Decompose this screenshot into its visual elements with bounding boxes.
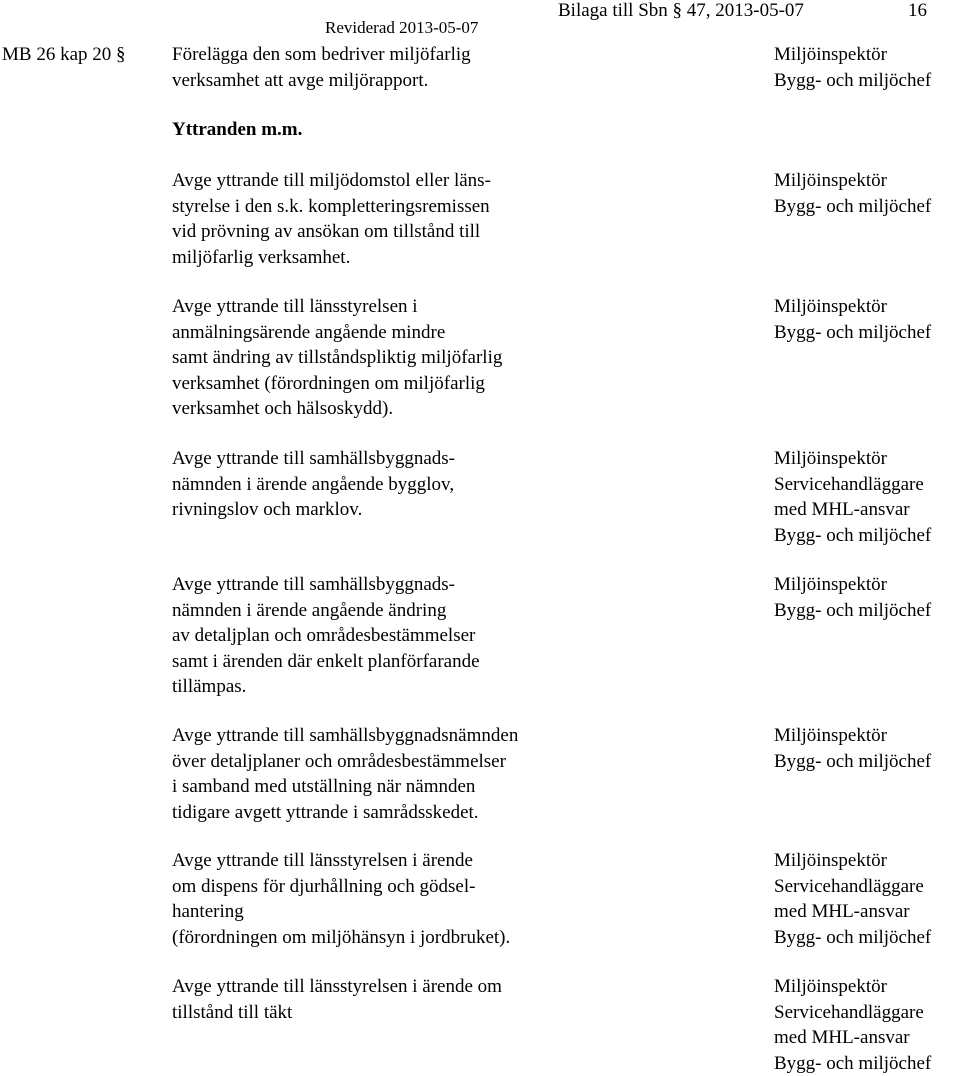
role-label: Miljöinspektör [774,294,931,320]
item-line: Avge yttrande till samhällsbyggnadsnämnden [172,723,518,749]
section-reference: MB 26 kap 20 § [2,42,126,68]
role-label: Miljöinspektör [774,572,931,598]
item-line: Avge yttrande till samhällsbyggnads- [172,572,480,598]
item-line: tillstånd till täkt [172,1000,502,1026]
intro-line: verksamhet att avge miljörapport. [172,68,471,94]
item-line: anmälningsärende angående mindre [172,320,502,346]
delegation-item-text [172,572,480,700]
item-line: nämnden i ärende angående ändring [172,598,480,624]
delegation-item-text [172,294,502,422]
item-line: Avge yttrande till miljödomstol eller läns- [172,168,491,194]
item-line: miljöfarlig verksamhet. [172,245,491,271]
item-line: om dispens för djurhållning och gödsel- [172,874,510,900]
delegation-item-roles [774,294,931,345]
role-label: Miljöinspektör [774,723,931,749]
intro-text [172,42,471,93]
role-label: med MHL-ansvar [774,1025,931,1051]
role-label: Bygg- och miljöchef [774,194,931,220]
item-line: tidigare avgett yttrande i samrådsskedet. [172,800,518,826]
role-label: Servicehandläggare [774,874,931,900]
delegation-item-text [172,723,518,825]
delegation-item-text [172,168,491,270]
role-label: Bygg- och miljöchef [774,749,931,775]
item-line: Avge yttrande till länsstyrelsen i ärende [172,848,510,874]
item-line: vid prövning av ansökan om tillstånd till [172,219,491,245]
role-label: Bygg- och miljöchef [774,320,931,346]
revised-date: Reviderad 2013-05-07 [325,18,478,38]
item-line: Avge yttrande till länsstyrelsen i ärende om [172,974,502,1000]
role-label: Bygg- och miljöchef [774,598,931,624]
item-line: samt ändring av tillståndspliktig miljöfarlig [172,345,502,371]
item-line: styrelse i den s.k. kompletteringsremissen [172,194,491,220]
delegation-item-text [172,446,455,523]
delegation-item-roles [774,572,931,623]
page-number: 16 [908,0,927,22]
intro-roles [774,42,931,93]
role-label: Bygg- och miljöchef [774,68,931,94]
attachment-reference: Bilaga till Sbn § 47, 2013-05-07 [558,0,804,22]
role-label: Miljöinspektör [774,974,931,1000]
item-line: verksamhet och hälsoskydd). [172,396,502,422]
role-label: Miljöinspektör [774,848,931,874]
role-label: Bygg- och miljöchef [774,1051,931,1076]
item-line: (förordningen om miljöhänsyn i jordbruket). [172,925,510,951]
role-label: Miljöinspektör [774,446,931,472]
role-label: Bygg- och miljöchef [774,925,931,951]
role-label: Servicehandläggare [774,472,931,498]
item-line: Avge yttrande till samhällsbyggnads- [172,446,455,472]
delegation-item-text [172,848,510,950]
item-line: hantering [172,899,510,925]
delegation-item-text [172,974,502,1025]
intro-line: Förelägga den som bedriver miljöfarlig [172,42,471,68]
item-line: Avge yttrande till länsstyrelsen i [172,294,502,320]
role-label: Bygg- och miljöchef [774,523,931,549]
role-label: med MHL-ansvar [774,899,931,925]
item-line: rivningslov och marklov. [172,497,455,523]
item-line: nämnden i ärende angående bygglov, [172,472,455,498]
item-line: tillämpas. [172,674,480,700]
item-line: över detaljplaner och områdesbestämmelser [172,749,518,775]
role-label: Miljöinspektör [774,168,931,194]
delegation-item-roles [774,848,931,950]
role-label: Servicehandläggare [774,1000,931,1026]
item-line: i samband med utställning när nämnden [172,774,518,800]
item-line: samt i ärenden där enkelt planförfarande [172,649,480,675]
delegation-item-roles [774,168,931,219]
role-label: med MHL-ansvar [774,497,931,523]
role-label: Miljöinspektör [774,42,931,68]
section-heading: Yttranden m.m. [172,117,302,143]
item-line: verksamhet (förordningen om miljöfarlig [172,371,502,397]
delegation-item-roles [774,723,931,774]
item-line: av detaljplan och områdesbestämmelser [172,623,480,649]
delegation-item-roles [774,446,931,548]
delegation-item-roles [774,974,931,1076]
